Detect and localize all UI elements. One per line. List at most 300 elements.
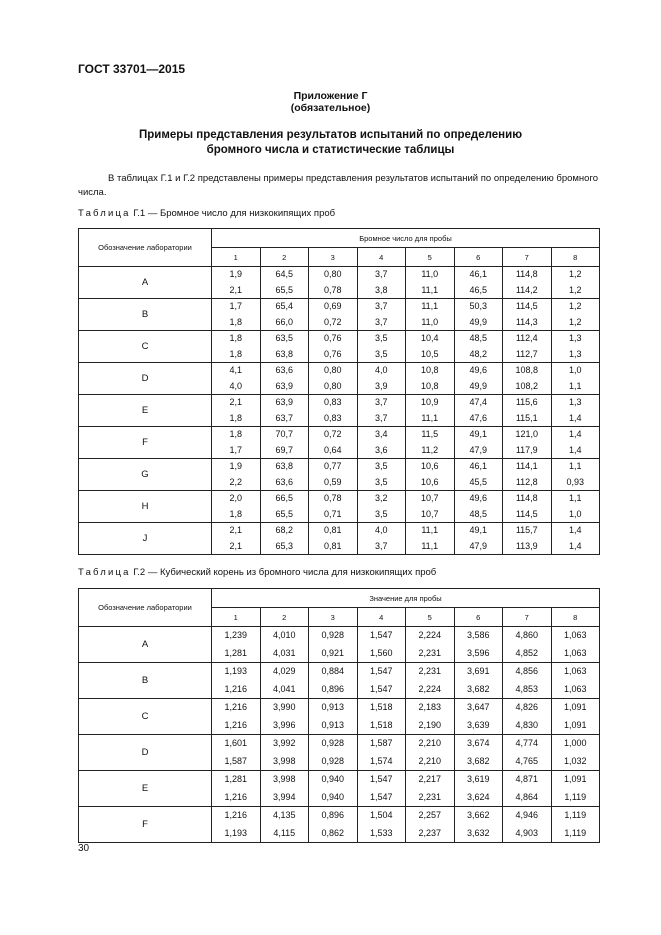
measurement-value: 4,856: [515, 666, 539, 676]
measurement-value: 0,80: [323, 365, 342, 375]
measurement-value: 70,7: [275, 429, 294, 439]
value-cell: [357, 299, 406, 331]
measurement-value: 4,0: [229, 380, 242, 391]
measurement-value: 1,4: [568, 412, 582, 423]
table-row: [79, 735, 600, 771]
measurement-value: 1,601: [224, 738, 248, 748]
lab-designation: B: [79, 299, 212, 331]
table1-column-header: 2: [260, 248, 309, 267]
measurement-value: 2,224: [418, 630, 442, 640]
table2-column-header: 5: [406, 608, 455, 627]
measurement-value: 0,72: [323, 316, 342, 327]
value-cell: [212, 363, 261, 395]
table2-column-header: 8: [551, 608, 600, 627]
measurement-value: 10,9: [420, 397, 439, 407]
measurement-value: 3,5: [374, 348, 388, 359]
measurement-value: 1,239: [224, 630, 248, 640]
measurement-value: 1,281: [224, 647, 248, 658]
measurement-value: 1,063: [563, 647, 587, 658]
measurement-value: 0,71: [323, 508, 342, 519]
measurement-value: 1,193: [224, 666, 248, 676]
value-cell: [406, 735, 455, 771]
measurement-value: 2,0: [229, 493, 242, 503]
measurement-value: 3,7: [374, 269, 388, 279]
value-cell: [212, 267, 261, 299]
value-cell: [503, 627, 552, 663]
measurement-value: 2,231: [418, 647, 442, 658]
measurement-value: 49,9: [469, 316, 488, 327]
measurement-value: 50,3: [469, 301, 488, 311]
table2-column-header: 4: [357, 608, 406, 627]
measurement-value: 49,6: [469, 493, 488, 503]
measurement-value: 108,8: [515, 365, 539, 375]
measurement-value: 63,9: [275, 380, 294, 391]
measurement-value: 0,928: [321, 755, 345, 766]
table2-lab-header: Обозначение лаборатории: [79, 589, 212, 627]
measurement-value: 3,662: [466, 810, 490, 820]
value-cell: [454, 627, 503, 663]
measurement-value: 1,063: [563, 683, 587, 694]
measurement-value: 0,896: [321, 683, 345, 694]
measurement-value: 112,7: [515, 348, 538, 359]
value-cell: [309, 771, 358, 807]
measurement-value: 1,3: [568, 348, 582, 359]
measurement-value: 1,063: [563, 630, 587, 640]
measurement-value: 1,000: [563, 738, 587, 748]
value-cell: [357, 627, 406, 663]
measurement-value: 2,237: [418, 827, 442, 838]
measurement-value: 0,83: [323, 412, 342, 423]
value-cell: [260, 395, 309, 427]
value-cell: [454, 267, 503, 299]
measurement-value: 10,8: [420, 380, 439, 391]
measurement-value: 10,7: [420, 508, 439, 519]
measurement-value: 4,853: [515, 683, 539, 694]
lab-designation: G: [79, 459, 212, 491]
lab-designation: A: [79, 267, 212, 299]
measurement-value: 3,682: [466, 755, 490, 766]
measurement-value: 47,9: [469, 540, 488, 551]
table-row: [79, 699, 600, 735]
measurement-value: 1,2: [568, 284, 582, 295]
value-cell: [260, 663, 309, 699]
measurement-value: 45,5: [469, 476, 488, 487]
table1-column-header: 5: [406, 248, 455, 267]
measurement-value: 10,6: [420, 461, 439, 471]
value-cell: [309, 395, 358, 427]
measurement-value: 1,547: [369, 791, 393, 802]
measurement-value: 4,946: [515, 810, 539, 820]
measurement-value: 4,765: [515, 755, 539, 766]
measurement-value: 11,2: [421, 444, 439, 455]
table2-column-header: 7: [503, 608, 552, 627]
value-cell: [503, 523, 552, 555]
measurement-value: 3,7: [374, 412, 388, 423]
value-cell: [503, 771, 552, 807]
table2-body: [79, 627, 600, 843]
value-cell: [406, 663, 455, 699]
measurement-value: 1,574: [369, 755, 393, 766]
value-cell: [503, 491, 552, 523]
measurement-value: 0,81: [323, 540, 342, 551]
measurement-value: 4,826: [515, 702, 539, 712]
section-heading-line-1: Примеры представления результатов испытаний по определению: [138, 129, 523, 141]
measurement-value: 63,9: [275, 397, 294, 407]
measurement-value: 3,6: [374, 444, 388, 455]
value-cell: [309, 627, 358, 663]
measurement-value: 3,998: [272, 755, 296, 766]
measurement-value: 3,998: [272, 774, 296, 784]
value-cell: [212, 427, 261, 459]
intro-paragraph: В таблицах Г.1 и Г.2 представлены примеры представления результатов испытаний по определению бромного числа.: [78, 173, 598, 198]
measurement-value: 114,8: [515, 269, 538, 279]
value-cell: [212, 807, 261, 843]
measurement-value: 3,632: [466, 827, 490, 838]
measurement-value: 2,217: [418, 774, 442, 784]
value-cell: [212, 395, 261, 427]
measurement-value: 1,7: [229, 301, 242, 311]
measurement-value: 1,547: [369, 666, 393, 676]
value-cell: [260, 735, 309, 771]
measurement-value: 0,81: [323, 525, 342, 535]
measurement-value: 11,1: [421, 412, 439, 423]
value-cell: [454, 807, 503, 843]
table1-column-header: 3: [309, 248, 358, 267]
measurement-value: 63,7: [275, 412, 294, 423]
table-row: [79, 331, 600, 363]
value-cell: [212, 299, 261, 331]
lab-designation: J: [79, 523, 212, 555]
table-row: [79, 663, 600, 699]
measurement-value: 1,8: [229, 333, 242, 343]
measurement-value: 2,1: [229, 540, 242, 551]
measurement-value: 2,1: [229, 284, 242, 295]
measurement-value: 3,7: [374, 316, 388, 327]
measurement-value: 2,231: [418, 666, 442, 676]
measurement-value: 0,940: [321, 774, 345, 784]
value-cell: [551, 627, 600, 663]
value-cell: [309, 523, 358, 555]
measurement-value: 1,091: [563, 774, 587, 784]
measurement-value: 3,682: [466, 683, 490, 694]
measurement-value: 48,5: [469, 508, 488, 519]
measurement-value: 0,80: [323, 380, 342, 391]
table2-column-header: 2: [260, 608, 309, 627]
measurement-value: 65,4: [275, 301, 294, 311]
measurement-value: 1,8: [229, 316, 242, 327]
measurement-value: 1,518: [369, 719, 393, 730]
value-cell: [260, 699, 309, 735]
measurement-value: 0,72: [323, 429, 342, 439]
measurement-value: 1,560: [369, 647, 393, 658]
measurement-value: 11,0: [421, 269, 439, 279]
measurement-value: 66,5: [275, 493, 294, 503]
measurement-value: 3,992: [272, 738, 296, 748]
measurement-value: 0,93: [566, 476, 585, 487]
value-cell: [260, 627, 309, 663]
value-cell: [309, 267, 358, 299]
measurement-value: 0,76: [323, 348, 342, 359]
value-cell: [309, 299, 358, 331]
value-cell: [406, 363, 455, 395]
measurement-value: 1,533: [369, 827, 393, 838]
measurement-value: 115,1: [515, 412, 538, 423]
measurement-value: 4,864: [515, 791, 539, 802]
value-cell: [357, 807, 406, 843]
table2-caption: [78, 567, 436, 578]
measurement-value: 112,4: [515, 333, 538, 343]
value-cell: [406, 627, 455, 663]
lab-designation: D: [79, 735, 212, 771]
measurement-value: 3,2: [374, 493, 388, 503]
value-cell: [309, 491, 358, 523]
value-cell: [551, 491, 600, 523]
value-cell: [260, 267, 309, 299]
measurement-value: 3,596: [466, 647, 490, 658]
measurement-value: 11,5: [421, 429, 439, 439]
table1-caption-label: Таблица: [78, 208, 131, 219]
table-row: [79, 807, 600, 843]
measurement-value: 2,183: [418, 702, 442, 712]
value-cell: [503, 427, 552, 459]
measurement-value: 1,4: [568, 429, 582, 439]
measurement-value: 3,990: [272, 702, 296, 712]
value-cell: [454, 771, 503, 807]
value-cell: [357, 771, 406, 807]
table-row: [79, 627, 600, 663]
measurement-value: 48,2: [469, 348, 488, 359]
table-row: [79, 771, 600, 807]
lab-designation: C: [79, 699, 212, 735]
measurement-value: 1,4: [568, 444, 582, 455]
value-cell: [357, 459, 406, 491]
table1-body: [79, 267, 600, 555]
table-row: [79, 395, 600, 427]
table1-group-header: Бромное число для пробы: [212, 229, 600, 248]
lab-designation: C: [79, 331, 212, 363]
table-row: [79, 459, 600, 491]
value-cell: [551, 771, 600, 807]
table-row: [79, 267, 600, 299]
value-cell: [551, 735, 600, 771]
table-row: [79, 363, 600, 395]
value-cell: [406, 807, 455, 843]
measurement-value: 4,010: [272, 630, 296, 640]
section-heading-line-2: бромного числа и статистические таблицы: [206, 144, 455, 156]
measurement-value: 3,7: [374, 301, 388, 311]
value-cell: [454, 395, 503, 427]
measurement-value: 4,0: [374, 365, 388, 375]
measurement-value: 1,216: [224, 683, 248, 694]
measurement-value: 1,8: [229, 508, 242, 519]
measurement-value: 0,76: [323, 333, 342, 343]
measurement-value: 3,647: [466, 702, 490, 712]
value-cell: [551, 267, 600, 299]
value-cell: [503, 459, 552, 491]
document-code: ГОСТ 33701—2015: [78, 62, 186, 76]
value-cell: [309, 807, 358, 843]
measurement-value: 115,7: [515, 525, 538, 535]
measurement-value: 2,231: [418, 791, 442, 802]
measurement-value: 115,6: [515, 397, 538, 407]
measurement-value: 1,063: [563, 666, 587, 676]
value-cell: [503, 735, 552, 771]
measurement-value: 69,7: [275, 444, 294, 455]
measurement-value: 68,2: [275, 525, 294, 535]
measurement-value: 1,216: [224, 810, 248, 820]
measurement-value: 63,6: [275, 365, 294, 375]
value-cell: [212, 699, 261, 735]
measurement-value: 0,928: [321, 630, 345, 640]
measurement-value: 0,78: [323, 493, 342, 503]
measurement-value: 1,091: [563, 702, 587, 712]
measurement-value: 2,257: [418, 810, 442, 820]
value-cell: [309, 427, 358, 459]
value-cell: [454, 663, 503, 699]
measurement-value: 3,9: [374, 380, 388, 391]
measurement-value: 0,83: [323, 397, 342, 407]
lab-designation: E: [79, 395, 212, 427]
measurement-value: 1,587: [369, 738, 393, 748]
measurement-value: 4,830: [515, 719, 539, 730]
measurement-value: 4,860: [515, 630, 539, 640]
measurement-value: 1,2: [568, 301, 582, 311]
value-cell: [551, 807, 600, 843]
measurement-value: 3,586: [466, 630, 490, 640]
measurement-value: 0,69: [323, 301, 342, 311]
measurement-value: 114,5: [515, 301, 538, 311]
measurement-value: 1,3: [568, 333, 582, 343]
value-cell: [260, 427, 309, 459]
table1-column-header: 4: [357, 248, 406, 267]
value-cell: [212, 459, 261, 491]
measurement-value: 0,896: [321, 810, 345, 820]
table-row: [79, 427, 600, 459]
value-cell: [357, 663, 406, 699]
measurement-value: 48,5: [469, 333, 488, 343]
measurement-value: 3,8: [374, 284, 388, 295]
measurement-value: 2,210: [418, 738, 442, 748]
value-cell: [309, 459, 358, 491]
value-cell: [212, 735, 261, 771]
value-cell: [454, 363, 503, 395]
measurement-value: 49,6: [469, 365, 488, 375]
measurement-value: 10,8: [420, 365, 439, 375]
page-number: 30: [78, 843, 90, 854]
measurement-value: 2,210: [418, 755, 442, 766]
value-cell: [357, 363, 406, 395]
table2-column-header: 6: [454, 608, 503, 627]
measurement-value: 1,4: [568, 540, 582, 551]
measurement-value: 3,5: [374, 508, 388, 519]
measurement-value: 4,1: [229, 365, 242, 375]
value-cell: [454, 699, 503, 735]
measurement-value: 3,619: [466, 774, 490, 784]
value-cell: [212, 771, 261, 807]
measurement-value: 114,5: [515, 508, 538, 519]
value-cell: [503, 363, 552, 395]
measurement-value: 65,5: [275, 284, 294, 295]
value-cell: [357, 735, 406, 771]
measurement-value: 0,913: [321, 702, 345, 712]
measurement-value: 3,5: [374, 476, 388, 487]
measurement-value: 2,1: [229, 525, 242, 535]
measurement-value: 65,5: [275, 508, 294, 519]
measurement-value: 1,504: [369, 810, 393, 820]
value-cell: [503, 807, 552, 843]
measurement-value: 1,216: [224, 791, 248, 802]
table1-column-header: 6: [454, 248, 503, 267]
value-cell: [454, 491, 503, 523]
measurement-value: 4,029: [272, 666, 296, 676]
table-row: [79, 491, 600, 523]
measurement-value: 47,4: [469, 397, 488, 407]
measurement-value: 11,1: [421, 284, 439, 295]
value-cell: [309, 363, 358, 395]
measurement-value: 3,5: [374, 333, 388, 343]
value-cell: [212, 627, 261, 663]
table1-column-header: 1: [212, 248, 261, 267]
value-cell: [260, 807, 309, 843]
table-row: [79, 523, 600, 555]
measurement-value: 1,547: [369, 630, 393, 640]
measurement-value: 3,7: [374, 397, 388, 407]
appendix-subtitle: (обязательное): [290, 102, 371, 114]
measurement-value: 11,1: [421, 525, 439, 535]
value-cell: [454, 459, 503, 491]
measurement-value: 0,913: [321, 719, 345, 730]
measurement-value: 49,1: [469, 525, 488, 535]
value-cell: [357, 491, 406, 523]
value-cell: [406, 299, 455, 331]
value-cell: [551, 395, 600, 427]
value-cell: [357, 699, 406, 735]
value-cell: [503, 267, 552, 299]
measurement-value: 1,8: [229, 348, 242, 359]
measurement-value: 46,1: [469, 269, 488, 279]
measurement-value: 4,871: [515, 774, 539, 784]
measurement-value: 63,8: [275, 348, 294, 359]
measurement-value: 1,0: [568, 508, 582, 519]
measurement-value: 3,674: [466, 738, 490, 748]
measurement-value: 49,9: [469, 380, 488, 391]
measurement-value: 1,193: [224, 827, 248, 838]
measurement-value: 1,8: [229, 429, 242, 439]
measurement-value: 1,119: [564, 810, 587, 820]
value-cell: [260, 491, 309, 523]
lab-designation: F: [79, 427, 212, 459]
measurement-value: 4,041: [272, 683, 296, 694]
measurement-value: 4,852: [515, 647, 539, 658]
value-cell: [551, 663, 600, 699]
measurement-value: 1,216: [224, 702, 248, 712]
measurement-value: 46,1: [469, 461, 488, 471]
measurement-value: 4,903: [515, 827, 539, 838]
measurement-value: 117,9: [515, 444, 538, 455]
measurement-value: 1,091: [563, 719, 587, 730]
measurement-value: 2,2: [229, 476, 242, 487]
measurement-value: 11,1: [421, 301, 439, 311]
measurement-value: 10,7: [420, 493, 439, 503]
measurement-value: 0,928: [321, 738, 345, 748]
measurement-value: 4,031: [272, 647, 296, 658]
lab-designation: A: [79, 627, 212, 663]
value-cell: [503, 699, 552, 735]
measurement-value: 1,547: [369, 774, 393, 784]
value-cell: [309, 331, 358, 363]
measurement-value: 3,5: [374, 461, 388, 471]
value-cell: [406, 427, 455, 459]
